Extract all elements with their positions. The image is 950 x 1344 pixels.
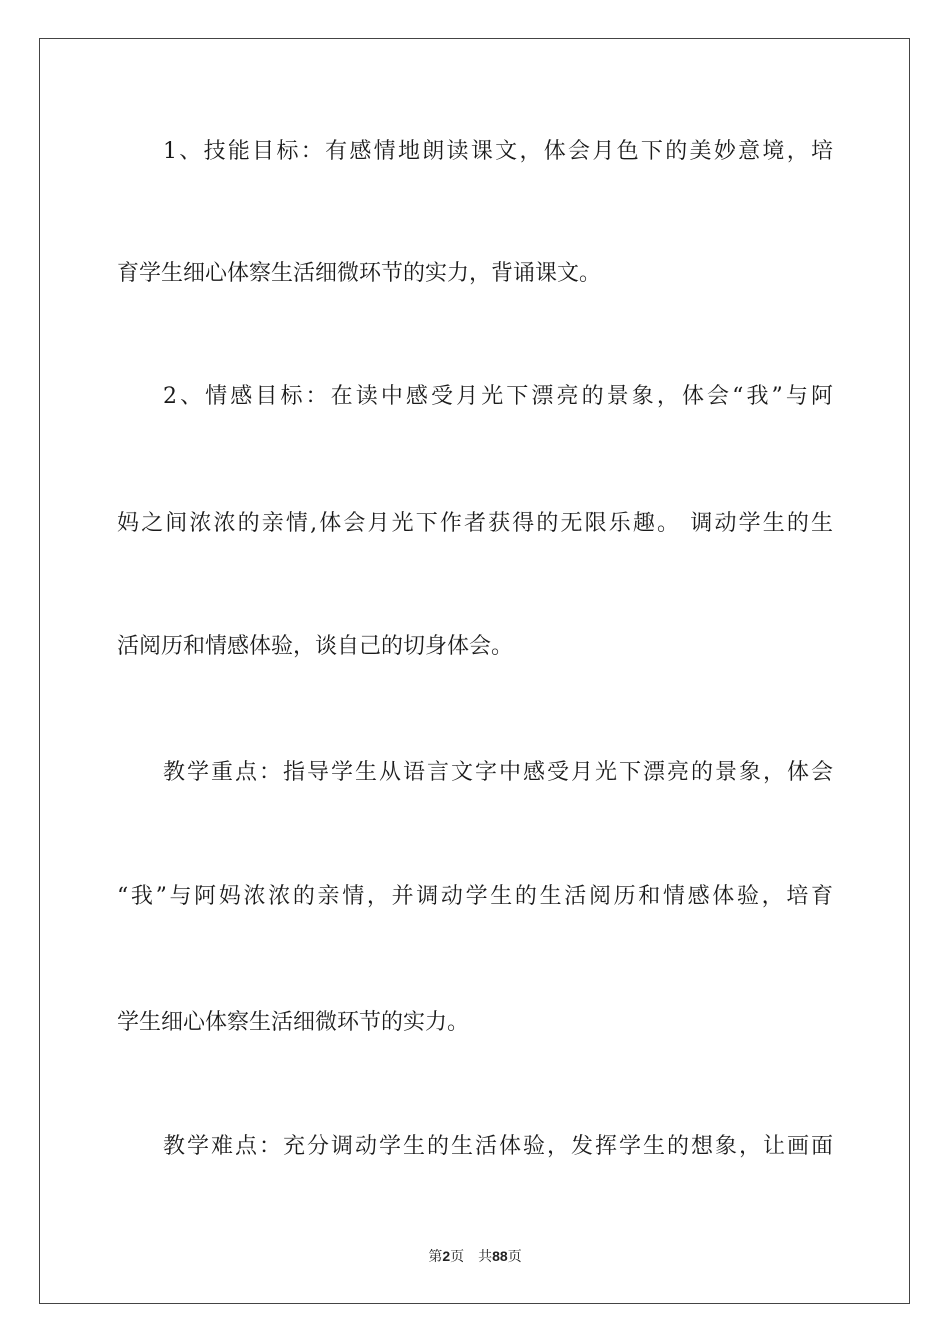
text-line: 教学难点：充分调动学生的生活体验，发挥学生的想象，让画面 <box>163 1134 833 1159</box>
text-line: 教学重点：指导学生从语言文字中感受月光下漂亮的景象，体会 <box>163 760 833 785</box>
total-page-count: 88 <box>492 1248 508 1264</box>
current-page-number: 2 <box>442 1248 451 1264</box>
text-line: 1、技能目标：有感情地朗读课文，体会月色下的美妙意境，培 <box>163 139 833 164</box>
text-line: “我”与阿妈浓浓的亲情，并调动学生的生活阅历和情感体验，培育 <box>117 884 833 909</box>
text-line: 育学生细心体察生活细微环节的实力，背诵课文。 <box>117 261 602 286</box>
page-footer <box>0 1246 950 1267</box>
text-line: 活阅历和情感体验，谈自己的切身体会。 <box>117 634 514 659</box>
footer-total-unit: 页 <box>507 1249 522 1265</box>
footer-prefix: 第 <box>428 1249 443 1265</box>
footer-page-unit: 页 <box>450 1249 465 1265</box>
text-line: 2、情感目标：在读中感受月光下漂亮的景象，体会“我”与阿 <box>163 384 833 409</box>
text-line: 学生细心体察生活细微环节的实力。 <box>117 1010 470 1035</box>
page-border <box>39 38 910 1304</box>
footer-total-prefix: 共 <box>478 1249 493 1265</box>
text-line: 妈之间浓浓的亲情,体会月光下作者获得的无限乐趣。 调动学生的生 <box>117 511 833 536</box>
